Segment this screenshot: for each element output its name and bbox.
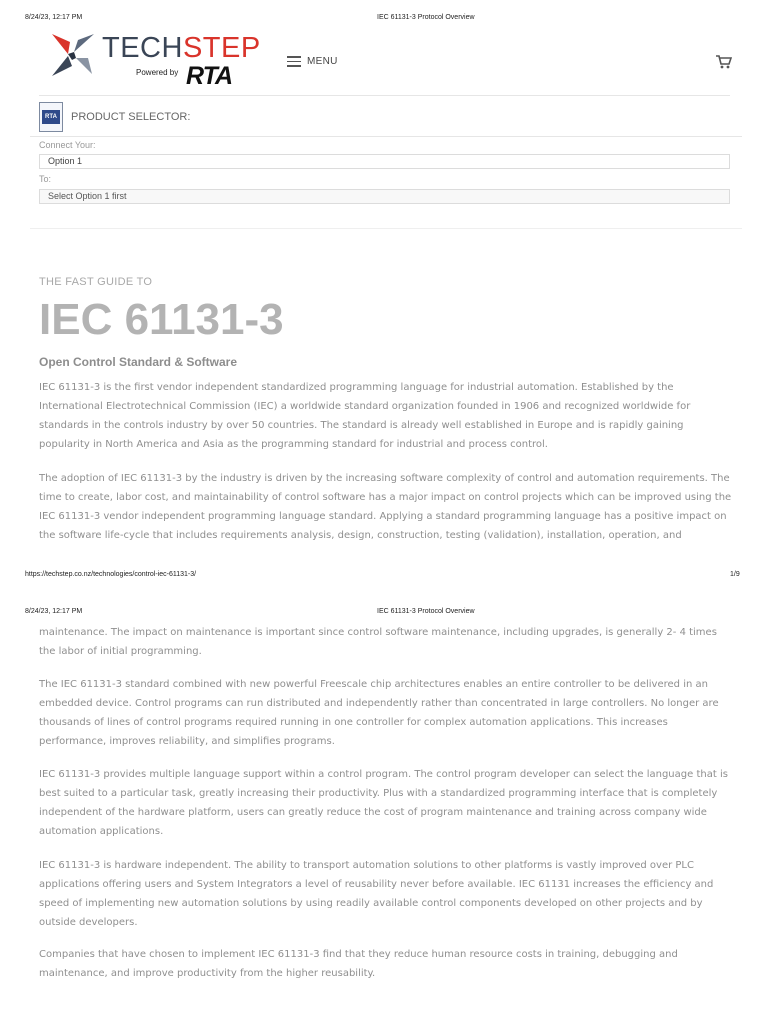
to-label: To: (39, 174, 52, 184)
selector-divider (30, 136, 742, 137)
article-kicker: THE FAST GUIDE TO (39, 276, 153, 288)
article-paragraph: Companies that have chosen to implement IEC 61131-3 find that they reduce human resource costs in training, debugging and maintenance, and improve productivity from the higher reusability. (39, 949, 678, 979)
product-selector-header (39, 102, 739, 134)
rta-product-icon: RTA (39, 102, 63, 132)
brand-part-tech: TECH (102, 32, 183, 64)
connect-your-label: Connect Your: (39, 140, 96, 150)
shopping-cart-icon[interactable] (716, 55, 732, 69)
article-paragraph: maintenance. The impact on maintenance is important since control software maintenance, including upgrades, is generally 2- 4 times the labor of initial programming. (39, 627, 717, 657)
brand-wordmark (102, 32, 261, 65)
selector-bottom-divider (30, 228, 742, 229)
hamburger-icon (287, 56, 301, 67)
article-title: IEC 61131-3 (39, 295, 284, 344)
article-paragraph: IEC 61131-3 provides multiple language support within a control program. The control program developer can select the language that is best suited to a particular task, greatly increasing their productivity. Plus with a standardized programming interface that is completely independent of the hardware platform, users can greatly reduce the cost of program maintenance and training across company wide automation applications. (39, 769, 728, 837)
print-datetime: 8/24/23, 12:17 PM (25, 608, 83, 615)
brand-part-step: STEP (182, 32, 261, 64)
powered-by-label: Powered by (136, 68, 179, 77)
article-paragraph: IEC 61131-3 is hardware independent. The ability to transport automation solutions to other platforms is vastly improved over PLC applications offering users and System Integrators a level of reusability never before available. IEC 61131 increases the efficiency and speed of implementing new automation solutions by using readily available control components developed on other projects and by outside developers. (39, 860, 714, 928)
print-url: https://techstep.co.nz/technologies/control-iec-61131-3/ (25, 571, 197, 578)
article-subtitle: Open Control Standard & Software (39, 355, 238, 369)
print-page-counter: 1/9 (730, 571, 740, 578)
article-paragraph: The adoption of IEC 61131-3 by the industry is driven by the increasing software complexity of control and automation requirements. The time to create, labor cost, and maintainability of control software has a major impact on control projects which can be improved using the IEC 61131-3 vendor independent programming language standard. Applying a standard programming language has a positive impact on the software life-cycle that includes requirements analysis, design, construction, testing (validation), installation, operation, and (39, 473, 732, 541)
rta-logo-text: RTA (186, 62, 233, 90)
print-doc-title: IEC 61131-3 Protocol Overview (377, 14, 475, 21)
header-divider (39, 95, 730, 96)
article-paragraph: IEC 61131-3 is the first vendor independent standardized programming language for industrial automation. Established by the International Electrotechnical Commission (IEC) a worldwide standard organization founded in 1906 and recognized worldwide for standards in the controls industry by over 50 countries. The standard is already well established in Europe and is rapidly gaining popularity in North America and Asia as the programming standard for industrial and process control. (39, 382, 691, 450)
techstep-logo[interactable] (48, 30, 261, 92)
article-paragraph: The IEC 61131-3 standard combined with new powerful Freescale chip architectures enables an entire controller to be delivered in an embedded device. Control programs can run distributed and independently rather than concentrated in large controllers. No longer are thousands of lines of control programs required running in one controller for complex automation applications. This increases performance, improves reliability, and simplifies programs. (39, 679, 719, 747)
to-select: Select Option 1 first (39, 189, 730, 204)
print-datetime: 8/24/23, 12:17 PM (25, 14, 83, 21)
connect-your-select[interactable]: Option 1 (39, 154, 730, 169)
print-doc-title: IEC 61131-3 Protocol Overview (377, 608, 475, 615)
techstep-logo-mark-icon (48, 30, 98, 80)
menu-label: MENU (307, 56, 338, 67)
product-selector-label: PRODUCT SELECTOR: (71, 111, 191, 123)
menu-button[interactable] (287, 54, 338, 69)
